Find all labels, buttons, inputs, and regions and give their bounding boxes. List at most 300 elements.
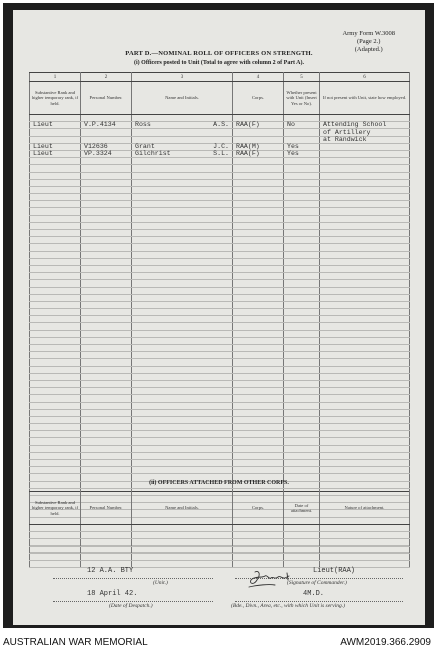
table-cell bbox=[81, 359, 132, 366]
table-cell bbox=[320, 194, 410, 201]
table-cell bbox=[233, 201, 284, 208]
table-cell bbox=[233, 337, 284, 344]
handwritten-signature bbox=[245, 568, 305, 590]
form-page: (Page 2.) bbox=[356, 38, 381, 45]
table-row bbox=[30, 416, 410, 423]
section2-title: (ii) OFFICERS ATTACHED FROM OTHER CORPS. bbox=[149, 480, 289, 486]
table-cell bbox=[30, 222, 81, 229]
table-cell bbox=[320, 215, 410, 222]
table-cell bbox=[132, 416, 233, 423]
table-cell bbox=[284, 122, 320, 129]
table-cell bbox=[81, 380, 132, 387]
table-cell bbox=[132, 323, 233, 330]
table-cell bbox=[132, 402, 233, 409]
table-cell bbox=[132, 201, 233, 208]
table-row bbox=[30, 438, 410, 445]
table-cell bbox=[233, 431, 284, 438]
table-cell bbox=[132, 380, 233, 387]
table-cell bbox=[81, 431, 132, 438]
table-cell bbox=[320, 179, 410, 186]
table-cell bbox=[233, 402, 284, 409]
table-cell bbox=[233, 532, 284, 539]
table-cell bbox=[320, 265, 410, 272]
table-cell bbox=[233, 424, 284, 431]
table-cell bbox=[320, 452, 410, 459]
table-cell bbox=[81, 208, 132, 215]
table-cell bbox=[284, 237, 320, 244]
table-cell bbox=[81, 122, 132, 129]
unit-value: 12 A.A. BTY bbox=[87, 567, 134, 575]
table-cell bbox=[284, 445, 320, 452]
officer-present: Yes bbox=[287, 150, 299, 158]
table-cell bbox=[320, 366, 410, 373]
table-cell bbox=[233, 388, 284, 395]
officer-name: Ross bbox=[135, 121, 151, 129]
table-row bbox=[30, 194, 410, 201]
table-cell bbox=[132, 337, 233, 344]
table-cell bbox=[284, 215, 320, 222]
table-row bbox=[30, 330, 410, 337]
column-header: Corps. bbox=[233, 492, 284, 525]
table-cell bbox=[30, 539, 81, 546]
table-cell bbox=[284, 373, 320, 380]
table-cell bbox=[81, 388, 132, 395]
table-cell bbox=[81, 179, 132, 186]
table-cell bbox=[30, 194, 81, 201]
table-cell bbox=[30, 560, 81, 567]
table-cell bbox=[284, 431, 320, 438]
table-cell bbox=[233, 525, 284, 532]
table-cell bbox=[320, 201, 410, 208]
column-header: Date of attachment. bbox=[284, 492, 320, 525]
table-cell bbox=[132, 244, 233, 251]
column-number: 5 bbox=[284, 73, 320, 82]
table-row bbox=[30, 539, 410, 546]
table-cell bbox=[132, 265, 233, 272]
table-cell bbox=[132, 316, 233, 323]
table-cell bbox=[233, 467, 284, 474]
table-cell bbox=[320, 352, 410, 359]
table-cell bbox=[233, 222, 284, 229]
table-cell bbox=[233, 258, 284, 265]
column-header: Personal Number. bbox=[81, 492, 132, 525]
table-cell bbox=[233, 366, 284, 373]
table-cell bbox=[320, 395, 410, 402]
table-row bbox=[30, 150, 410, 157]
table-cell bbox=[320, 172, 410, 179]
table-cell bbox=[284, 380, 320, 387]
table-cell bbox=[320, 445, 410, 452]
officer-initials: S.L. bbox=[213, 150, 229, 158]
table-cell bbox=[30, 208, 81, 215]
table-cell bbox=[284, 251, 320, 258]
table-cell bbox=[284, 402, 320, 409]
table-cell bbox=[81, 158, 132, 165]
table-cell bbox=[30, 460, 81, 467]
table-cell bbox=[320, 460, 410, 467]
table-cell bbox=[233, 280, 284, 287]
table-cell bbox=[284, 467, 320, 474]
form-number: Army Form W.3008 bbox=[342, 30, 395, 37]
table-cell bbox=[320, 143, 410, 150]
table-cell bbox=[233, 553, 284, 560]
table-cell bbox=[233, 445, 284, 452]
table-cell bbox=[233, 416, 284, 423]
table-row bbox=[30, 409, 410, 416]
table-row bbox=[30, 208, 410, 215]
table-row bbox=[30, 345, 410, 352]
table-cell bbox=[320, 301, 410, 308]
commander-value: Lieut(RAA) bbox=[313, 567, 356, 575]
table-cell bbox=[132, 388, 233, 395]
table-cell bbox=[320, 388, 410, 395]
table-cell bbox=[284, 265, 320, 272]
table-row bbox=[30, 265, 410, 272]
table-cell bbox=[132, 309, 233, 316]
table-cell bbox=[284, 452, 320, 459]
officer-corps: RAA(M) bbox=[236, 142, 260, 150]
table-cell bbox=[30, 129, 81, 136]
table-cell bbox=[320, 409, 410, 416]
table-cell bbox=[81, 467, 132, 474]
table-cell bbox=[30, 438, 81, 445]
table-cell bbox=[320, 467, 410, 474]
table-cell bbox=[132, 280, 233, 287]
table-cell bbox=[81, 532, 132, 539]
table-cell bbox=[81, 402, 132, 409]
table-row bbox=[30, 431, 410, 438]
table-cell bbox=[132, 208, 233, 215]
table-cell bbox=[81, 237, 132, 244]
table-cell bbox=[30, 122, 81, 129]
table-cell bbox=[132, 445, 233, 452]
table-cell bbox=[233, 330, 284, 337]
officer-initials: J.C. bbox=[213, 142, 229, 150]
table-cell bbox=[284, 158, 320, 165]
table-cell bbox=[30, 388, 81, 395]
table-cell bbox=[132, 345, 233, 352]
table-cell bbox=[132, 194, 233, 201]
table-cell bbox=[30, 230, 81, 237]
table-cell bbox=[81, 165, 132, 172]
table-cell bbox=[284, 424, 320, 431]
table-cell bbox=[30, 553, 81, 560]
table-cell bbox=[81, 438, 132, 445]
column-header: Nature of attachment. bbox=[320, 492, 410, 525]
table-cell bbox=[233, 323, 284, 330]
table-row bbox=[30, 395, 410, 402]
table-cell bbox=[30, 409, 81, 416]
table-row bbox=[30, 525, 410, 532]
table-cell bbox=[30, 150, 81, 157]
officer-initials: A.S. bbox=[213, 121, 229, 129]
table-cell bbox=[284, 273, 320, 280]
table-cell bbox=[320, 230, 410, 237]
table-row bbox=[30, 172, 410, 179]
table-cell bbox=[132, 525, 233, 532]
table-cell bbox=[30, 258, 81, 265]
table-cell bbox=[320, 402, 410, 409]
table-cell bbox=[233, 395, 284, 402]
table-cell bbox=[30, 395, 81, 402]
table-cell bbox=[320, 273, 410, 280]
table-cell bbox=[320, 165, 410, 172]
officer-name: Grant bbox=[135, 142, 155, 150]
table-row bbox=[30, 460, 410, 467]
table-cell bbox=[284, 330, 320, 337]
table-cell bbox=[233, 251, 284, 258]
table-cell bbox=[30, 330, 81, 337]
table-cell bbox=[284, 301, 320, 308]
table-row bbox=[30, 388, 410, 395]
table-cell bbox=[30, 309, 81, 316]
table-cell bbox=[320, 532, 410, 539]
table-cell bbox=[81, 150, 132, 157]
table-cell bbox=[320, 158, 410, 165]
table-cell bbox=[132, 546, 233, 553]
table-row bbox=[30, 280, 410, 287]
table-row bbox=[30, 424, 410, 431]
table-cell bbox=[81, 373, 132, 380]
table-cell bbox=[81, 294, 132, 301]
table-cell bbox=[233, 287, 284, 294]
table-cell bbox=[233, 165, 284, 172]
table-row bbox=[30, 553, 410, 560]
table-cell bbox=[233, 438, 284, 445]
table-cell bbox=[320, 136, 410, 143]
table-cell bbox=[132, 409, 233, 416]
table-cell bbox=[30, 380, 81, 387]
table-row bbox=[30, 237, 410, 244]
table-cell bbox=[320, 416, 410, 423]
caption-bar bbox=[0, 628, 438, 653]
table-cell bbox=[81, 222, 132, 229]
header-row bbox=[30, 82, 410, 115]
table-cell bbox=[233, 150, 284, 157]
date-caption: (Date of Despatch.) bbox=[109, 603, 153, 609]
table-cell bbox=[81, 330, 132, 337]
table-cell bbox=[233, 179, 284, 186]
table-cell bbox=[132, 222, 233, 229]
table-cell bbox=[132, 395, 233, 402]
officer-personal-number: V.P.4134 bbox=[84, 121, 116, 129]
table-cell bbox=[81, 301, 132, 308]
table-cell bbox=[30, 416, 81, 423]
table-row bbox=[30, 467, 410, 474]
table-row bbox=[30, 309, 410, 316]
table-cell bbox=[284, 294, 320, 301]
table-cell bbox=[30, 337, 81, 344]
table-cell bbox=[132, 251, 233, 258]
table-cell bbox=[81, 316, 132, 323]
table-row bbox=[30, 179, 410, 186]
table-cell bbox=[320, 337, 410, 344]
table-cell bbox=[30, 445, 81, 452]
table-cell bbox=[132, 452, 233, 459]
table-cell bbox=[132, 186, 233, 193]
column-number: 2 bbox=[81, 73, 132, 82]
table-cell bbox=[320, 294, 410, 301]
table-cell bbox=[30, 352, 81, 359]
table-cell bbox=[284, 345, 320, 352]
column-number: 3 bbox=[132, 73, 233, 82]
table-cell bbox=[132, 352, 233, 359]
table-cell bbox=[132, 230, 233, 237]
table-cell bbox=[233, 244, 284, 251]
table-row bbox=[30, 273, 410, 280]
table-cell bbox=[320, 237, 410, 244]
table-cell bbox=[284, 395, 320, 402]
table-cell bbox=[284, 359, 320, 366]
table-cell bbox=[30, 179, 81, 186]
table-cell bbox=[30, 431, 81, 438]
table-cell bbox=[81, 309, 132, 316]
table-row bbox=[30, 301, 410, 308]
table-cell bbox=[284, 388, 320, 395]
column-header: Name and Initials. bbox=[132, 492, 233, 525]
table-cell bbox=[30, 265, 81, 272]
table-cell bbox=[132, 150, 233, 157]
table-row bbox=[30, 222, 410, 229]
table-row bbox=[30, 532, 410, 539]
table-cell bbox=[132, 532, 233, 539]
officer-personal-number: V12636 bbox=[84, 142, 108, 150]
table-cell bbox=[132, 165, 233, 172]
table-cell bbox=[30, 244, 81, 251]
document-page bbox=[13, 10, 425, 625]
table-cell bbox=[284, 409, 320, 416]
table-cell bbox=[233, 452, 284, 459]
part-title: PART D.—NOMINAL ROLL OF OFFICERS ON STRENGTH. bbox=[125, 50, 313, 57]
table-cell bbox=[132, 431, 233, 438]
table-cell bbox=[81, 186, 132, 193]
table-cell bbox=[233, 208, 284, 215]
table-cell bbox=[320, 553, 410, 560]
table-cell bbox=[233, 237, 284, 244]
table-cell bbox=[233, 539, 284, 546]
table-cell bbox=[81, 352, 132, 359]
table-cell bbox=[284, 539, 320, 546]
table-cell bbox=[233, 265, 284, 272]
area-caption: (Bde., Divn., Area, etc., with which Unit is serving.) bbox=[231, 603, 345, 609]
table-cell bbox=[233, 316, 284, 323]
table-cell bbox=[284, 546, 320, 553]
officer-corps: RAA(F) bbox=[236, 121, 260, 129]
header-row bbox=[30, 492, 410, 525]
table-cell bbox=[284, 323, 320, 330]
accession-number: AWM2019.366.2909 bbox=[340, 637, 431, 648]
table-cell bbox=[284, 201, 320, 208]
column-header: Corps. bbox=[233, 82, 284, 115]
table-cell bbox=[132, 330, 233, 337]
table-cell bbox=[320, 208, 410, 215]
table-cell bbox=[320, 525, 410, 532]
table-cell bbox=[132, 467, 233, 474]
table-cell bbox=[233, 186, 284, 193]
table-row bbox=[30, 373, 410, 380]
table-cell bbox=[284, 525, 320, 532]
date-line bbox=[53, 601, 213, 602]
officer-corps: RAA(F) bbox=[236, 150, 260, 158]
table-cell bbox=[320, 258, 410, 265]
table-cell bbox=[30, 525, 81, 532]
table-cell bbox=[284, 337, 320, 344]
table-cell bbox=[132, 122, 233, 129]
table-row bbox=[30, 316, 410, 323]
table-cell bbox=[320, 280, 410, 287]
table-cell bbox=[320, 424, 410, 431]
table-cell bbox=[30, 546, 81, 553]
table-cell bbox=[132, 215, 233, 222]
table-cell bbox=[320, 323, 410, 330]
column-header: Whether present with Unit (Insert Yes or No). bbox=[284, 82, 320, 115]
table-cell bbox=[320, 546, 410, 553]
table-cell bbox=[30, 316, 81, 323]
table-cell bbox=[132, 237, 233, 244]
table-cell bbox=[81, 230, 132, 237]
table-row bbox=[30, 258, 410, 265]
table-cell bbox=[132, 158, 233, 165]
column-header: Substantive Rank and higher temporary rank, if held. bbox=[30, 82, 81, 115]
table-cell bbox=[30, 273, 81, 280]
table-cell bbox=[233, 409, 284, 416]
table-cell bbox=[233, 215, 284, 222]
table-row bbox=[30, 251, 410, 258]
table-cell bbox=[284, 460, 320, 467]
officer-name: Gilchrist bbox=[135, 150, 171, 158]
table-cell bbox=[81, 280, 132, 287]
officer-rank: Lieut bbox=[33, 142, 53, 150]
column-number: 1 bbox=[30, 73, 81, 82]
table-cell bbox=[284, 366, 320, 373]
table-cell bbox=[320, 438, 410, 445]
table-cell bbox=[284, 280, 320, 287]
officer-personal-number: VP.3324 bbox=[84, 150, 112, 158]
table-cell bbox=[233, 129, 284, 136]
table-cell bbox=[233, 301, 284, 308]
column-header: Name and Initials. bbox=[132, 82, 233, 115]
date-value: 18 April 42. bbox=[87, 590, 138, 598]
table-cell bbox=[284, 230, 320, 237]
area-line bbox=[235, 601, 403, 602]
table-cell bbox=[284, 553, 320, 560]
table-cell bbox=[284, 208, 320, 215]
table-cell bbox=[233, 122, 284, 129]
table-cell bbox=[233, 373, 284, 380]
officer-present: No bbox=[287, 121, 295, 129]
table-cell bbox=[30, 280, 81, 287]
table-cell bbox=[320, 539, 410, 546]
table-cell bbox=[81, 323, 132, 330]
table-cell bbox=[30, 323, 81, 330]
table-cell bbox=[30, 186, 81, 193]
table-cell bbox=[132, 438, 233, 445]
column-number: 6 bbox=[320, 73, 410, 82]
table-cell bbox=[320, 287, 410, 294]
table-cell bbox=[132, 560, 233, 567]
table-cell bbox=[30, 201, 81, 208]
commander-caption: (Signature of Commander.) bbox=[287, 580, 347, 586]
table-cell bbox=[132, 553, 233, 560]
table-cell bbox=[284, 258, 320, 265]
table-row bbox=[30, 294, 410, 301]
table-cell bbox=[30, 467, 81, 474]
officer-rank: Lieut bbox=[33, 150, 53, 158]
table-cell bbox=[320, 345, 410, 352]
table-cell bbox=[81, 416, 132, 423]
area-value: 4M.D. bbox=[303, 590, 325, 598]
officer-employment: Attending School bbox=[323, 121, 387, 129]
